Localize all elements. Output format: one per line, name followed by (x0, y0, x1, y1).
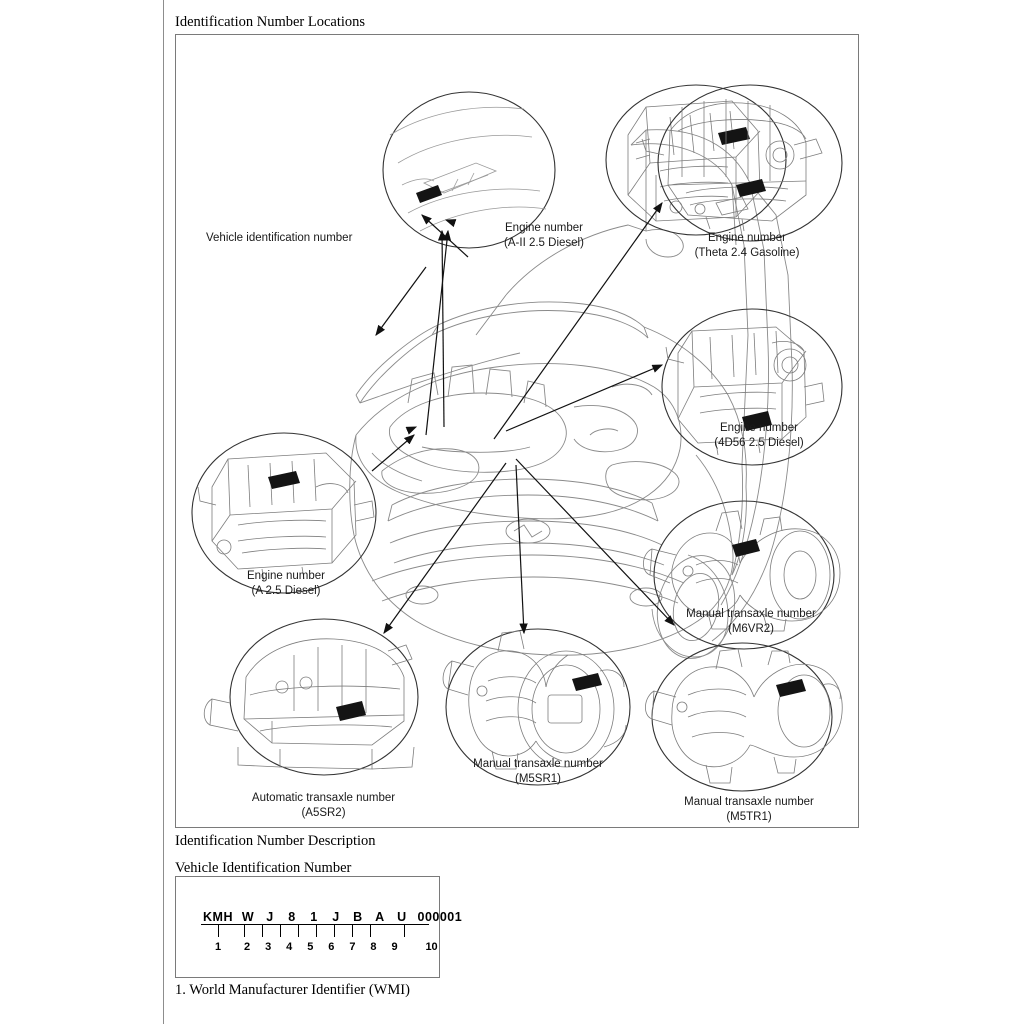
vin-index-5: 5 (307, 941, 314, 953)
callout-line-1: Manual transaxle number (473, 758, 603, 770)
callout-manual-transaxle-m5tr1 (644, 795, 854, 825)
callout-line-1: Vehicle identification number (206, 232, 353, 244)
vin-char-7: B (353, 910, 363, 924)
callout-vehicle-identification-number (206, 231, 352, 246)
vin-index-2: 2 (244, 941, 251, 953)
callout-engine-number-a25-diesel (194, 569, 378, 599)
vin-index-7: 7 (349, 941, 356, 953)
callout-line-2: (M5SR1) (514, 773, 561, 785)
callout-line-2: (A-II 2.5 Diesel) (504, 237, 584, 249)
callout-line-1: Automatic transaxle number (251, 792, 396, 804)
vin-index-4: 4 (286, 941, 293, 953)
vin-char-9: U (397, 910, 407, 924)
callout-line-2: (M6VR2) (727, 623, 774, 635)
page-margin-rule (163, 0, 164, 1024)
vin-index-row (201, 941, 457, 953)
heading-identification-number-locations: Identification Number Locations (175, 14, 366, 30)
vin-char-1: KMH (203, 910, 233, 924)
vin-index-6: 6 (328, 941, 335, 953)
vin-index-8: 8 (370, 941, 377, 953)
heading-identification-number-description: Identification Number Description (175, 833, 376, 849)
vin-char-3: J (266, 910, 274, 924)
heading-vehicle-identification-number: Vehicle Identification Number (175, 860, 352, 876)
callout-line-2: (Theta 2.4 Gasoline) (694, 247, 800, 259)
callout-line-2: (4D56 2.5 Diesel) (714, 437, 804, 449)
vin-index-3: 3 (265, 941, 272, 953)
callout-line-1: Manual transaxle number (684, 796, 814, 808)
vin-char-8: A (375, 910, 385, 924)
callout-engine-number-4d56-diesel (664, 421, 854, 451)
vin-index-1: 1 (214, 941, 222, 953)
vin-breakdown-figure (175, 876, 463, 978)
callout-manual-transaxle-m6vr2 (646, 607, 856, 637)
footnote-world-manufacturer-identifier: 1. World Manufacturer Identifier (WMI) (175, 982, 410, 998)
vin-char-5: 1 (310, 910, 318, 924)
callout-engine-number-theta-gasoline (652, 231, 842, 261)
callout-line-1: Engine number (505, 222, 583, 234)
callout-engine-number-a2-diesel (464, 221, 624, 251)
callout-line-2: (A 2.5 Diesel) (251, 585, 321, 597)
vin-tick-marks (201, 925, 416, 939)
callout-automatic-transaxle-a5sr2 (206, 791, 441, 821)
vin-character-row (201, 910, 465, 924)
vin-index-10: 10 (425, 941, 438, 953)
identification-number-locations-figure (175, 34, 859, 828)
callout-line-1: Engine number (708, 232, 786, 244)
vin-index-9: 9 (391, 941, 398, 953)
callout-line-2: (A5SR2) (301, 807, 346, 819)
callout-line-2: (M5TR1) (726, 811, 772, 823)
vin-char-10: 000001 (417, 910, 463, 924)
vin-char-2: W (241, 910, 255, 924)
callout-line-1: Manual transaxle number (686, 608, 816, 620)
vin-char-4: 8 (288, 910, 296, 924)
callout-manual-transaxle-m5sr1 (434, 757, 642, 787)
callout-line-1: Engine number (247, 570, 325, 582)
callout-line-1: Engine number (720, 422, 798, 434)
vin-char-6: J (332, 910, 340, 924)
